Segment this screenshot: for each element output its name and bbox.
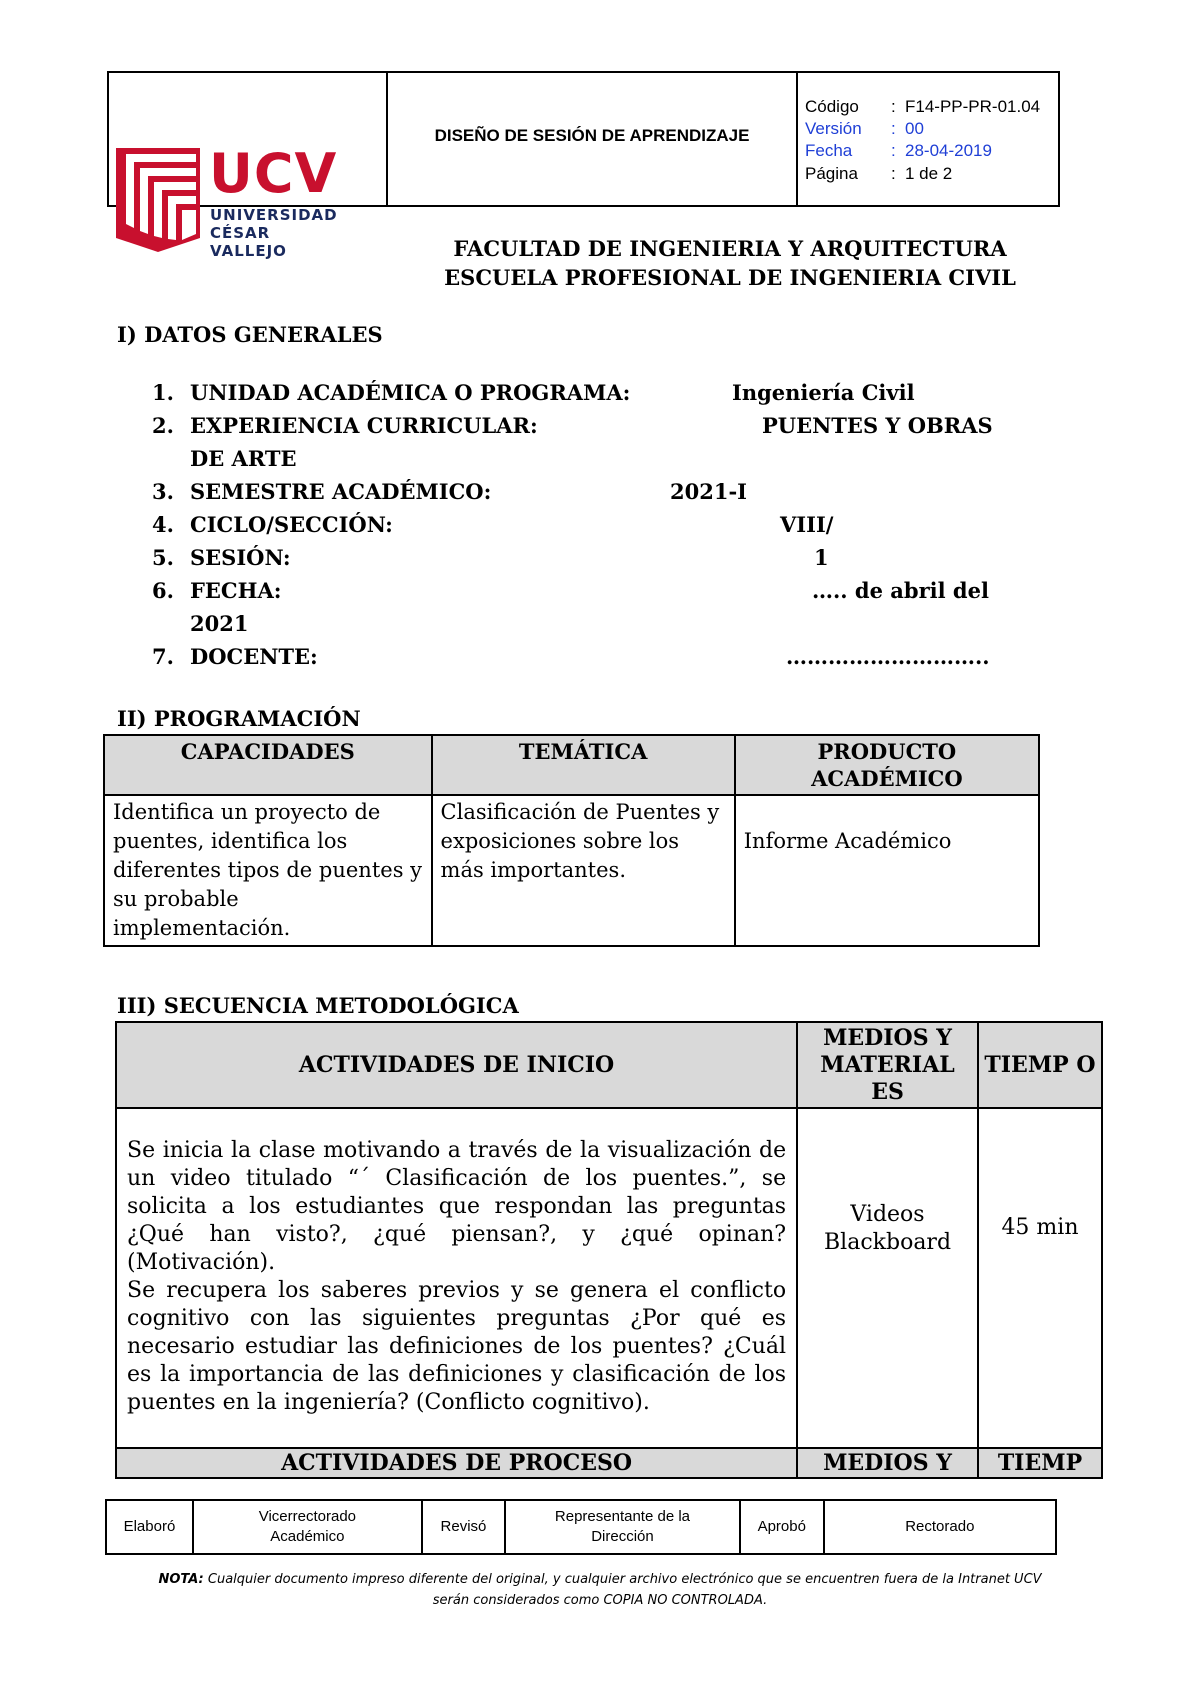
cell-rectorado: Rectorado [824, 1500, 1056, 1554]
meta-key: Versión [805, 119, 862, 138]
meta-pagina [805, 163, 1055, 185]
medio-item: Blackboard [824, 1230, 952, 1255]
inicio-paragraph: Se recupera los saberes previos y se genera el conflicto cognitivo con las siguientes preguntas ¿Por qué es necesario estudiar las definiciones de los puentes? ¿Cuál es la importancia de las definiciones y clasificación de los puentes en la ingeniería? (Conflicto cognitivo). [127, 1278, 787, 1415]
faculty-line1: FACULTAD DE INGENIERIA Y ARQUITECTURA [453, 236, 1007, 261]
logo-line1: UNIVERSIDAD [210, 206, 338, 224]
item-label: CICLO/SECCIÓN: [190, 512, 393, 537]
table-row [104, 795, 1039, 946]
meta-sep: : [891, 141, 896, 160]
list-item [152, 475, 1052, 508]
item-label: UNIDAD ACADÉMICA O PROGRAMA: [190, 380, 631, 405]
meta-value: 28-04-2019 [905, 141, 992, 160]
cell-actividades-inicio [116, 1108, 797, 1448]
cell-representante: Representante de la Dirección [505, 1500, 740, 1554]
cell-reviso: Revisó [422, 1500, 505, 1554]
ucv-logo [114, 142, 346, 260]
approval-table [105, 1499, 1057, 1555]
header-tiempo: TIEMP [978, 1448, 1102, 1478]
meta-key: Fecha [805, 141, 853, 160]
section-programacion-title: II) PROGRAMACIÓN [117, 706, 361, 731]
meta-key: Código [805, 97, 859, 116]
cell-aprobo: Aprobó [740, 1500, 824, 1554]
list-item [152, 541, 1052, 574]
item-number: 2. [152, 413, 174, 438]
cell-producto: Informe Académico [735, 795, 1039, 946]
item-value: PUENTES Y OBRAS [762, 413, 993, 438]
header-divider [796, 71, 798, 207]
document-title: DISEÑO DE SESIÓN DE APRENDIZAJE [434, 126, 750, 145]
item-label: SESIÓN: [190, 545, 291, 570]
item-value: ……………………….. [786, 644, 990, 669]
item-value: ….. de abril del [812, 578, 989, 603]
faculty-line2: ESCUELA PROFESIONAL DE INGENIERIA CIVIL [444, 265, 1016, 290]
meta-value: 00 [905, 119, 924, 138]
item-number: 7. [152, 644, 174, 669]
meta-value: 1 de 2 [905, 164, 953, 183]
item-continuation: DE ARTE [190, 446, 297, 471]
item-label: SEMESTRE ACADÉMICO: [190, 479, 492, 504]
list-item [152, 574, 1052, 607]
nota [100, 1569, 1100, 1611]
item-continuation: 2021 [190, 611, 249, 636]
meta-sep: : [891, 97, 896, 116]
logo-ucv-text: UCV [209, 142, 338, 205]
table-row [116, 1108, 1102, 1448]
item-value: VIII/ [780, 512, 834, 537]
nota-label: NOTA: [158, 1572, 204, 1587]
header-tiempo: TIEMP O [978, 1022, 1102, 1108]
item-number: 6. [152, 578, 174, 603]
header-actividades-proceso: ACTIVIDADES DE PROCESO [116, 1448, 797, 1478]
meta-sep: : [891, 119, 896, 138]
cell-tematica: Clasificación de Puentes y exposiciones sobre los más importantes. [432, 795, 735, 946]
cell-tiempo: 45 min [978, 1108, 1102, 1448]
logo-line2: CÉSAR VALLEJO [210, 224, 287, 260]
header-producto: PRODUCTO ACADÉMICO [735, 735, 1039, 795]
item-number: 4. [152, 512, 174, 537]
list-item [152, 376, 1052, 409]
nota-line1 [100, 1569, 1100, 1590]
inicio-paragraph: Se inicia la clase motivando a través de la visualización de un video titulado “´ Clasificación de los puentes.”, se solicita a los estudiantes que respondan las preguntas ¿Qué han visto?, ¿qué piensan?, y ¿qué opinan? (Motivación). [127, 1138, 787, 1275]
cell-medios [797, 1108, 978, 1448]
nota-text: Cualquier documento impreso diferente del original, y cualquier archivo electrónico que se encuentren fuera de la Intranet UCV [207, 1572, 1042, 1587]
item-number: 5. [152, 545, 174, 570]
secuencia-table [115, 1021, 1103, 1479]
header-tematica: TEMÁTICA [432, 735, 735, 795]
table-header-row [116, 1022, 1102, 1108]
header-divider [386, 71, 388, 207]
header-medios: MEDIOS Y MATERIAL ES [797, 1022, 978, 1108]
table-row [106, 1500, 1056, 1554]
header-capacidades: CAPACIDADES [104, 735, 432, 795]
datos-list [152, 376, 1052, 676]
item-label: EXPERIENCIA CURRICULAR: [190, 413, 538, 438]
item-value: 2021-I [670, 479, 747, 504]
section-datos-title: I) DATOS GENERALES [117, 322, 383, 347]
list-item [152, 409, 1052, 442]
item-value: 1 [814, 545, 829, 570]
cell-vicerrectorado: Vicerrectorado Académico [193, 1500, 422, 1554]
programacion-table [103, 734, 1040, 947]
meta-key: Página [805, 164, 858, 183]
item-number: 3. [152, 479, 174, 504]
list-item [152, 640, 1052, 673]
meta-codigo [805, 96, 1055, 118]
meta-value: F14-PP-PR-01.04 [905, 97, 1041, 116]
cell-elaboro: Elaboró [106, 1500, 193, 1554]
meta-version [805, 118, 1055, 140]
header-medios: MEDIOS Y [797, 1448, 978, 1478]
header-actividades-inicio: ACTIVIDADES DE INICIO [116, 1022, 797, 1108]
medio-item: Videos [850, 1202, 925, 1227]
item-label: FECHA: [190, 578, 282, 603]
meta-sep: : [891, 164, 896, 183]
item-value: Ingeniería Civil [732, 380, 915, 405]
meta-fecha [805, 140, 1055, 162]
table-header-row [104, 735, 1039, 795]
item-label: DOCENTE: [190, 644, 318, 669]
item-number: 1. [152, 380, 174, 405]
list-item [152, 508, 1052, 541]
nota-line2: serán considerados como COPIA NO CONTROLADA. [432, 1593, 768, 1608]
table-header-row [116, 1448, 1102, 1478]
section-secuencia-title: III) SECUENCIA METODOLÓGICA [117, 993, 519, 1018]
cell-capacidades: Identifica un proyecto de puentes, identifica los diferentes tipos de puentes y su probable implementación. [104, 795, 432, 946]
